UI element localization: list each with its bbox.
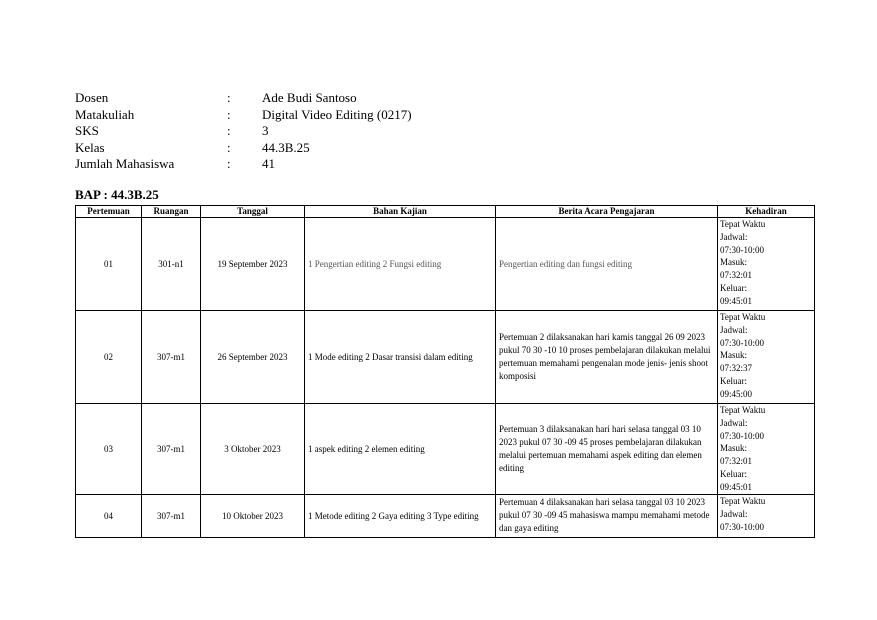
info-label: Dosen	[75, 90, 109, 105]
berita-acara-text: Pertemuan 4 dilaksanakan hari selasa tanggal 03 10 2023 pukul 07 30 -09 45 mahasiswa mampu memahami metode dan gaya editing	[499, 497, 710, 533]
cell-ruangan: 307-m1	[142, 311, 201, 404]
kehadiran-masuk-value: 07:32:01	[720, 456, 753, 467]
info-row-matakuliah	[75, 107, 412, 124]
cell-pertemuan: 03	[76, 404, 142, 495]
info-separator: :	[227, 106, 231, 122]
table-row	[76, 495, 815, 538]
table-header-row	[76, 206, 815, 218]
kehadiran-status: Tepat Waktu	[720, 405, 766, 415]
cell-bahan-kajian: 1 Metode editing 2 Gaya editing 3 Type editing	[305, 495, 496, 538]
table-row	[76, 404, 815, 495]
info-separator: :	[227, 123, 231, 138]
info-label: Matakuliah	[75, 106, 135, 122]
cell-pertemuan: 04	[76, 495, 142, 538]
cell-pertemuan: 01	[76, 218, 142, 311]
info-value: Ade Budi Santoso	[262, 90, 357, 105]
info-value: 41	[262, 156, 275, 171]
cell-kehadiran	[718, 404, 815, 495]
kehadiran-jadwal-value: 07:30-10:00	[720, 244, 764, 255]
info-row-sks	[75, 123, 412, 140]
kehadiran-masuk-value: 07:32:37	[720, 363, 753, 374]
header-pertemuan: Pertemuan	[76, 206, 142, 218]
cell-pertemuan: 02	[76, 311, 142, 404]
kehadiran-jadwal-value: 07:30-10:00	[720, 430, 764, 441]
header-kehadiran: Kehadiran	[718, 206, 815, 218]
cell-tanggal: 19 September 2023	[201, 218, 305, 311]
cell-kehadiran	[718, 311, 815, 404]
cell-kehadiran	[718, 495, 815, 538]
kehadiran-status: Tepat Waktu	[720, 312, 766, 322]
cell-ruangan: 307-m1	[142, 404, 201, 495]
info-row-kelas	[75, 140, 412, 157]
kehadiran-jadwal-value: 07:30-10:00	[720, 521, 764, 532]
info-value: Digital Video Editing (0217)	[262, 106, 412, 122]
table-row	[76, 218, 815, 311]
kehadiran-keluar-label: Keluar:	[720, 375, 747, 386]
cell-berita-acara: Pengertian editing dan fungsi editing	[496, 218, 718, 311]
kehadiran-masuk-label: Masuk:	[720, 443, 747, 454]
cell-ruangan: 301-n1	[142, 218, 201, 311]
info-separator: :	[227, 139, 231, 155]
kehadiran-jadwal-label: Jadwal:	[720, 324, 748, 335]
kehadiran-keluar-value: 09:45:01	[720, 481, 753, 492]
cell-tanggal: 10 Oktober 2023	[201, 495, 305, 538]
info-row-dosen	[75, 90, 412, 107]
info-label: SKS	[75, 123, 99, 138]
kehadiran-keluar-value: 09:45:01	[720, 295, 753, 306]
kehadiran-status: Tepat Waktu	[720, 496, 766, 506]
kehadiran-jadwal-label: Jadwal:	[720, 231, 748, 242]
cell-bahan-kajian: 1 Mode editing 2 Dasar transisi dalam editing	[305, 311, 496, 404]
course-info	[75, 90, 412, 173]
bap-title: BAP : 44.3B.25	[75, 187, 159, 202]
kehadiran-jadwal-label: Jadwal:	[720, 417, 748, 428]
info-separator: :	[227, 156, 231, 171]
cell-berita-acara: Pertemuan 3 dilaksanakan hari hari selasa tanggal 03 10 2023 pukul 07 30 -09 45 proses pembelajaran dilakukan melalui pertemuan memahami aspek editing dan elemen editing	[496, 404, 718, 495]
info-label: Kelas	[75, 139, 105, 155]
info-row-jumlah-mahasiswa	[75, 156, 412, 173]
cell-berita-acara	[496, 495, 718, 538]
cell-bahan-kajian: 1 aspek editing 2 elemen editing	[305, 404, 496, 495]
kehadiran-keluar-value: 09:45:00	[720, 388, 753, 399]
kehadiran-keluar-label: Keluar:	[720, 282, 747, 293]
info-label: Jumlah Mahasiswa	[75, 156, 175, 171]
header-bahan-kajian: Bahan Kajian	[305, 206, 496, 218]
header-tanggal: Tanggal	[201, 206, 305, 218]
info-value: 3	[262, 123, 269, 138]
kehadiran-jadwal-value: 07:30-10:00	[720, 337, 764, 348]
kehadiran-status: Tepat Waktu	[720, 219, 766, 229]
kehadiran-jadwal-label: Jadwal:	[720, 508, 748, 519]
info-separator: :	[227, 90, 231, 105]
cell-tanggal: 26 September 2023	[201, 311, 305, 404]
cell-tanggal: 3 Oktober 2023	[201, 404, 305, 495]
cell-ruangan: 307-m1	[142, 495, 201, 538]
header-berita-acara: Berita Acara Pengajaran	[496, 206, 718, 218]
cell-berita-acara: Pertemuan 2 dilaksanakan hari kamis tanggal 26 09 2023 pukul 70 30 -10 10 proses pembelajaran dilakukan melalui pertemuan memahami pengenalan mode jenis- jenis shoot komposisi	[496, 311, 718, 404]
kehadiran-keluar-label: Keluar:	[720, 468, 747, 479]
kehadiran-masuk-value: 07:32:01	[720, 270, 753, 281]
header-ruangan: Ruangan	[142, 206, 201, 218]
kehadiran-masuk-label: Masuk:	[720, 350, 747, 361]
kehadiran-masuk-label: Masuk:	[720, 257, 747, 268]
bap-table	[75, 205, 815, 538]
info-value: 44.3B.25	[262, 139, 310, 155]
table-row	[76, 311, 815, 404]
cell-kehadiran	[718, 218, 815, 311]
cell-bahan-kajian: 1 Pengertian editing 2 Fungsi editing	[305, 218, 496, 311]
